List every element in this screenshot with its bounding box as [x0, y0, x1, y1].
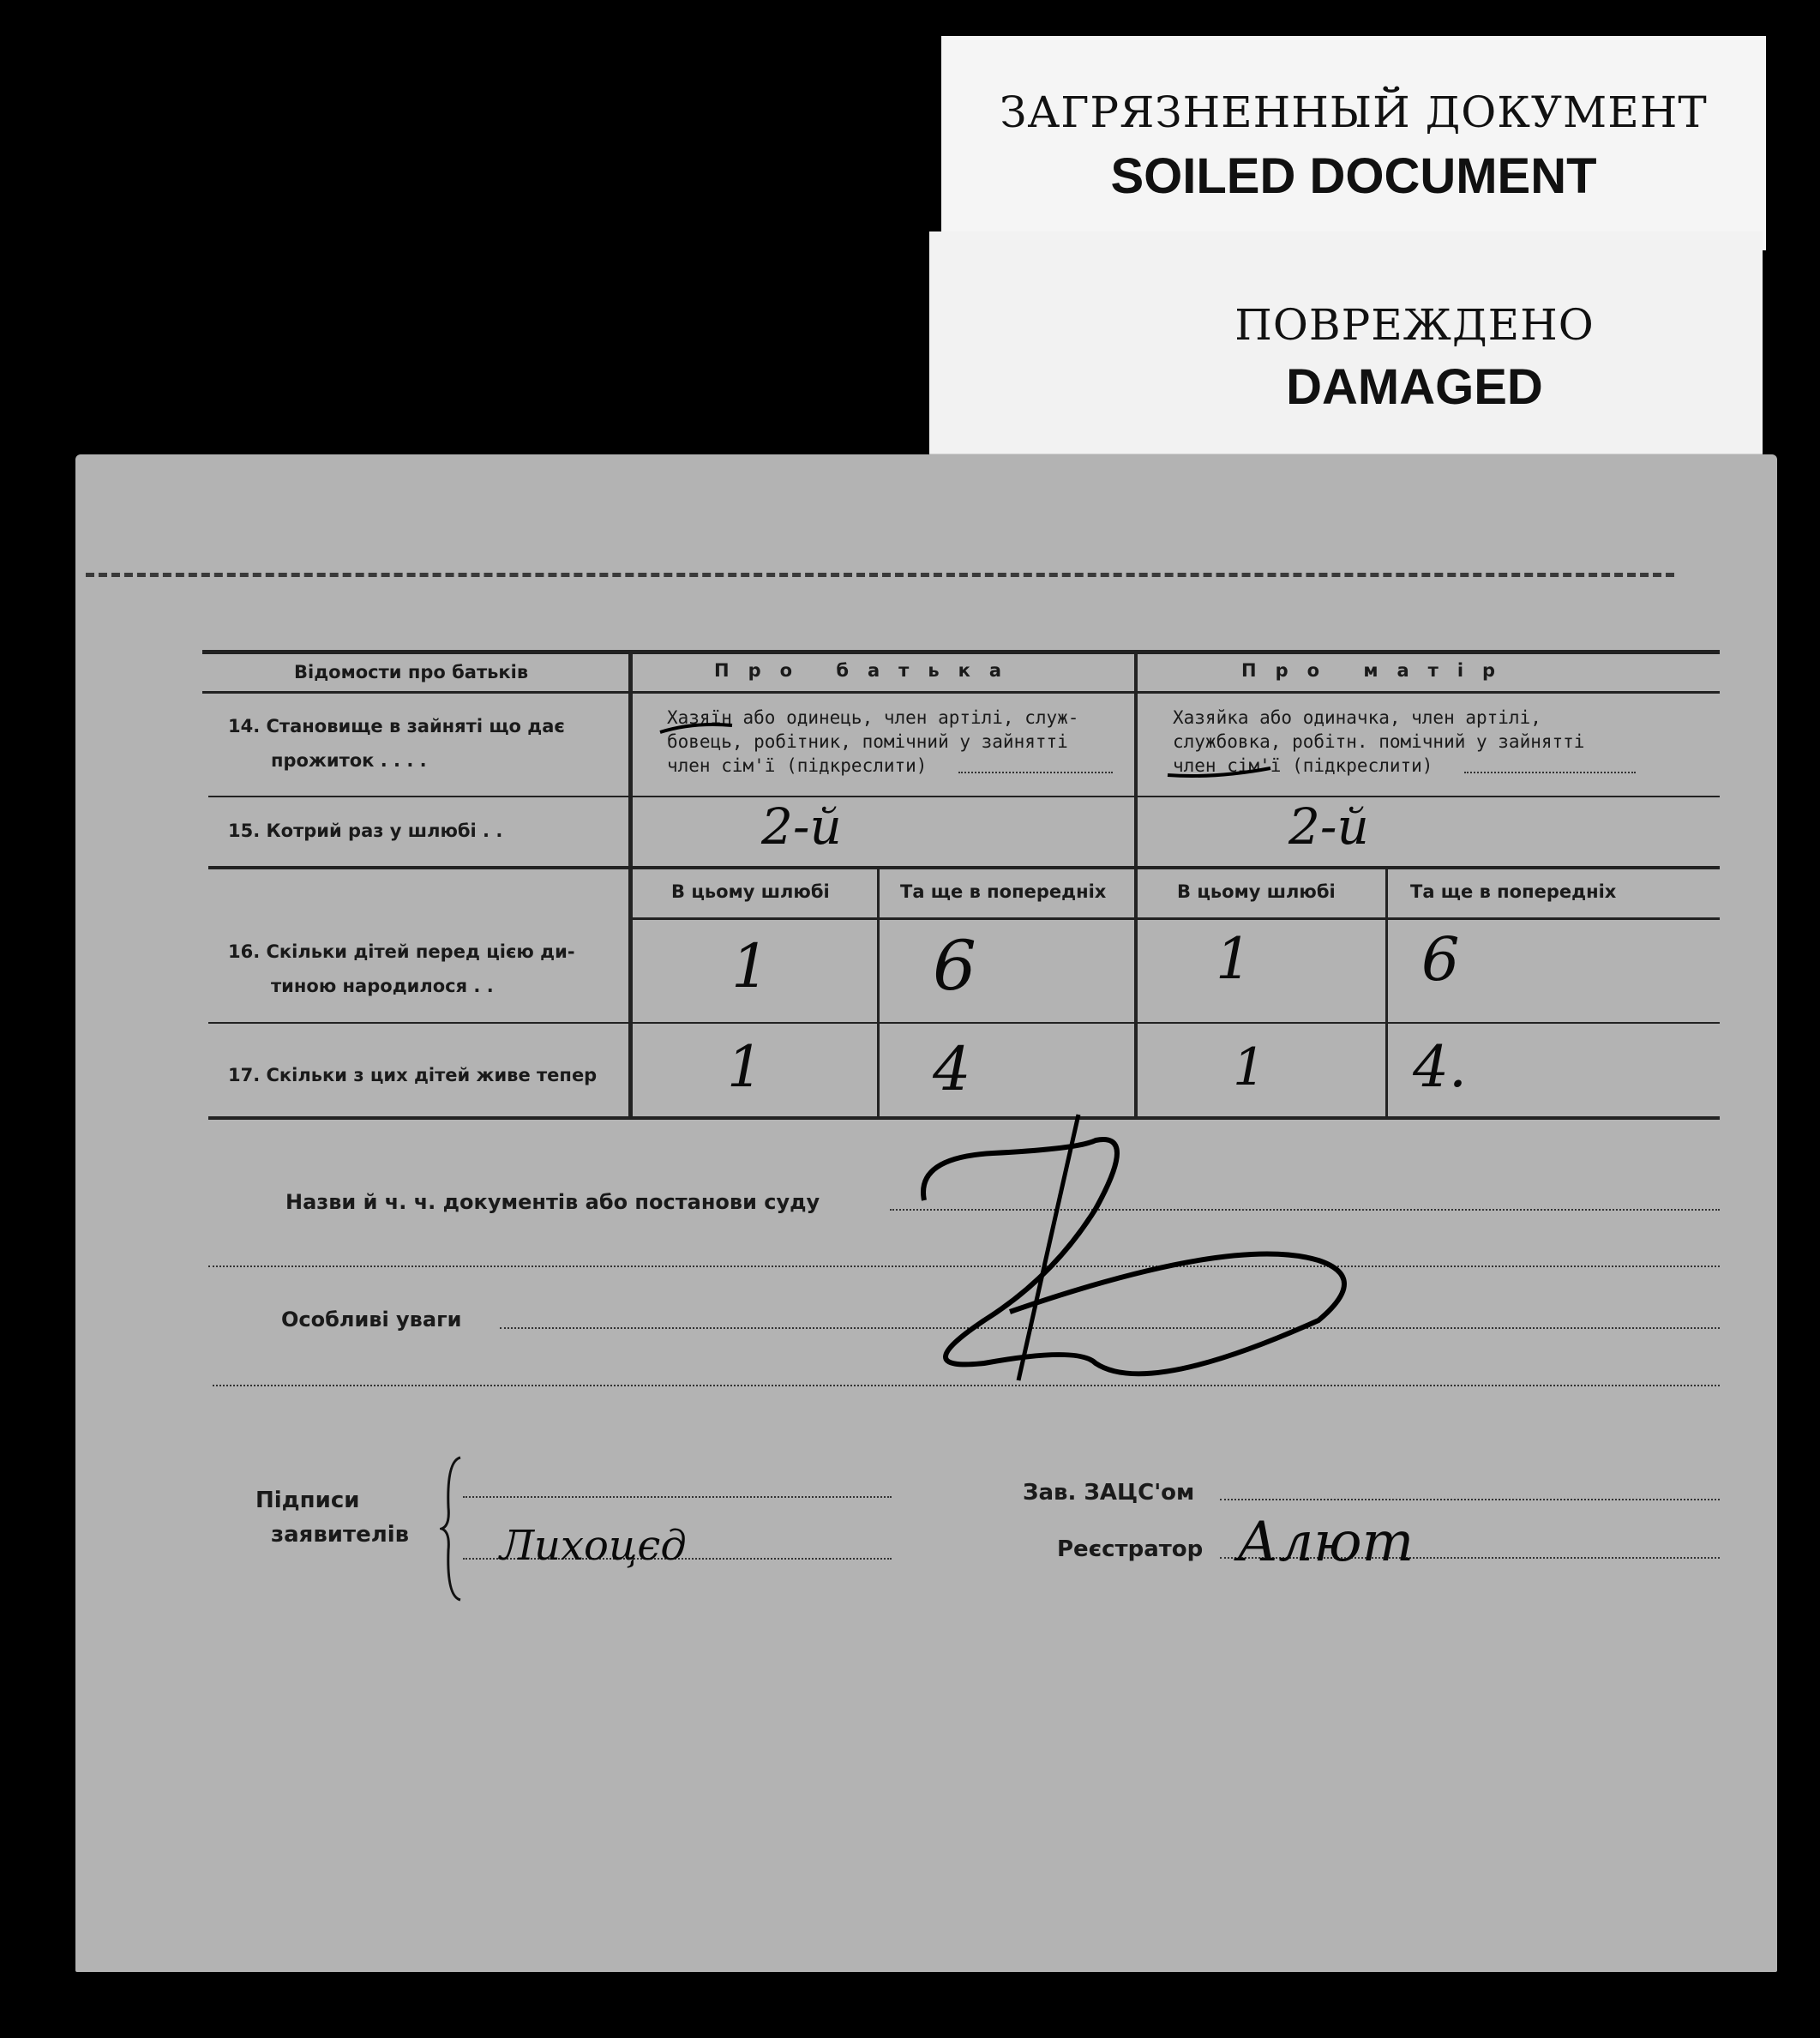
table-header-rule — [202, 691, 1720, 694]
row17-mother-this: 1 — [1233, 1037, 1266, 1097]
signatures-brace — [440, 1456, 466, 1602]
damaged-label-ru: ПОВРЕЖДЕНО — [1234, 300, 1595, 350]
col-divider-mother — [1385, 868, 1388, 1118]
row17-father-this: 1 — [727, 1034, 763, 1100]
registrar-signature: Алют — [1237, 1511, 1415, 1574]
head-zags-label: Зав. ЗАЦС'ом — [1023, 1480, 1195, 1506]
row16-label-line1: 16. Скільки дітей перед цією ди- — [228, 941, 575, 962]
row14-label-line1: 14. Становище в зайняті що дає — [228, 716, 565, 736]
header-mother: Про матір — [1241, 660, 1515, 681]
row14-father-dots — [958, 772, 1113, 773]
head-zags-line — [1220, 1499, 1720, 1500]
row14-father-line3: член сім'ї (підкреслити) — [667, 755, 928, 776]
header-parents-info: Відомости про батьків — [294, 662, 529, 682]
row15-label: 15. Котрий раз у шлюбі . . — [228, 821, 503, 841]
col-divider-label — [628, 650, 633, 1118]
subheader-mother-prev: Та ще в попередніх — [1410, 881, 1617, 902]
row16-father-prev: 6 — [933, 926, 976, 1006]
subheader-mother-this: В цьому шлюбі — [1177, 881, 1336, 902]
documents-label: Назви й ч. ч. документів або постанови суду — [285, 1190, 820, 1214]
applicant-signature-line-1 — [463, 1496, 892, 1498]
row17-father-prev: 4 — [933, 1034, 971, 1104]
row16-label-line2: тиною народилося . . — [271, 976, 494, 996]
mother-underline-mark — [1164, 763, 1276, 780]
father-underline-mark — [658, 718, 736, 737]
row14-father-line2: бовець, робітник, помічний у зайнятті — [667, 731, 1068, 752]
applicant-signature: Лихоцєд — [500, 1522, 687, 1570]
row16-father-this: 1 — [731, 931, 770, 1001]
row15-rule — [208, 866, 1720, 869]
signatures-label-line2: заявителів — [271, 1522, 410, 1548]
form-sheet — [75, 454, 1777, 1972]
damaged-label-en: DAMAGED — [1286, 359, 1543, 415]
row17-label: 17. Скільки з цих дітей живе тепер — [228, 1065, 598, 1085]
row16-mother-this: 1 — [1216, 926, 1252, 992]
soiled-label-en: SOILED DOCUMENT — [1110, 148, 1597, 204]
row14-rule — [208, 796, 1720, 797]
subheader-father-prev: Та ще в попередніх — [900, 881, 1107, 902]
row14-father-line1: Хазяїн або одинець, член артілі, служ- — [667, 707, 1079, 728]
col-divider-father — [877, 868, 880, 1118]
soiled-document-label — [941, 36, 1766, 250]
row14-mother-line1: Хазяйка або одиначка, член артілі, — [1173, 707, 1541, 728]
row17-mother-prev: 4. — [1413, 1034, 1467, 1100]
signatures-label-line1: Підписи — [255, 1488, 360, 1513]
row16-rule — [208, 1022, 1720, 1024]
subheader-rule — [633, 917, 1720, 920]
notes-label: Особливі уваги — [281, 1308, 462, 1332]
table-top-rule — [202, 650, 1720, 654]
row14-mother-line3: член сім'ї (підкреслити) — [1173, 755, 1433, 776]
z-strike-mark — [890, 1106, 1370, 1389]
parents-info-form — [75, 454, 1777, 1972]
header-father: Про батька — [714, 660, 1021, 681]
damaged-document-label — [929, 231, 1763, 456]
row14-mother-line2: службовка, робітн. помічний у зайнятті — [1173, 731, 1585, 752]
row14-label-line2: прожиток . . . . — [271, 750, 427, 771]
col-divider-parents — [1134, 650, 1138, 1118]
row15-mother-value: 2-й — [1288, 797, 1369, 856]
registrar-label: Реєстратор — [1057, 1536, 1204, 1562]
subheader-father-this: В цьому шлюбі — [671, 881, 830, 902]
row16-mother-prev: 6 — [1421, 924, 1460, 995]
row14-mother-dots — [1464, 772, 1636, 773]
row15-father-value: 2-й — [761, 797, 842, 856]
soiled-label-ru: ЗАГРЯЗНЕННЫЙ ДОКУМЕНТ — [1000, 87, 1708, 137]
